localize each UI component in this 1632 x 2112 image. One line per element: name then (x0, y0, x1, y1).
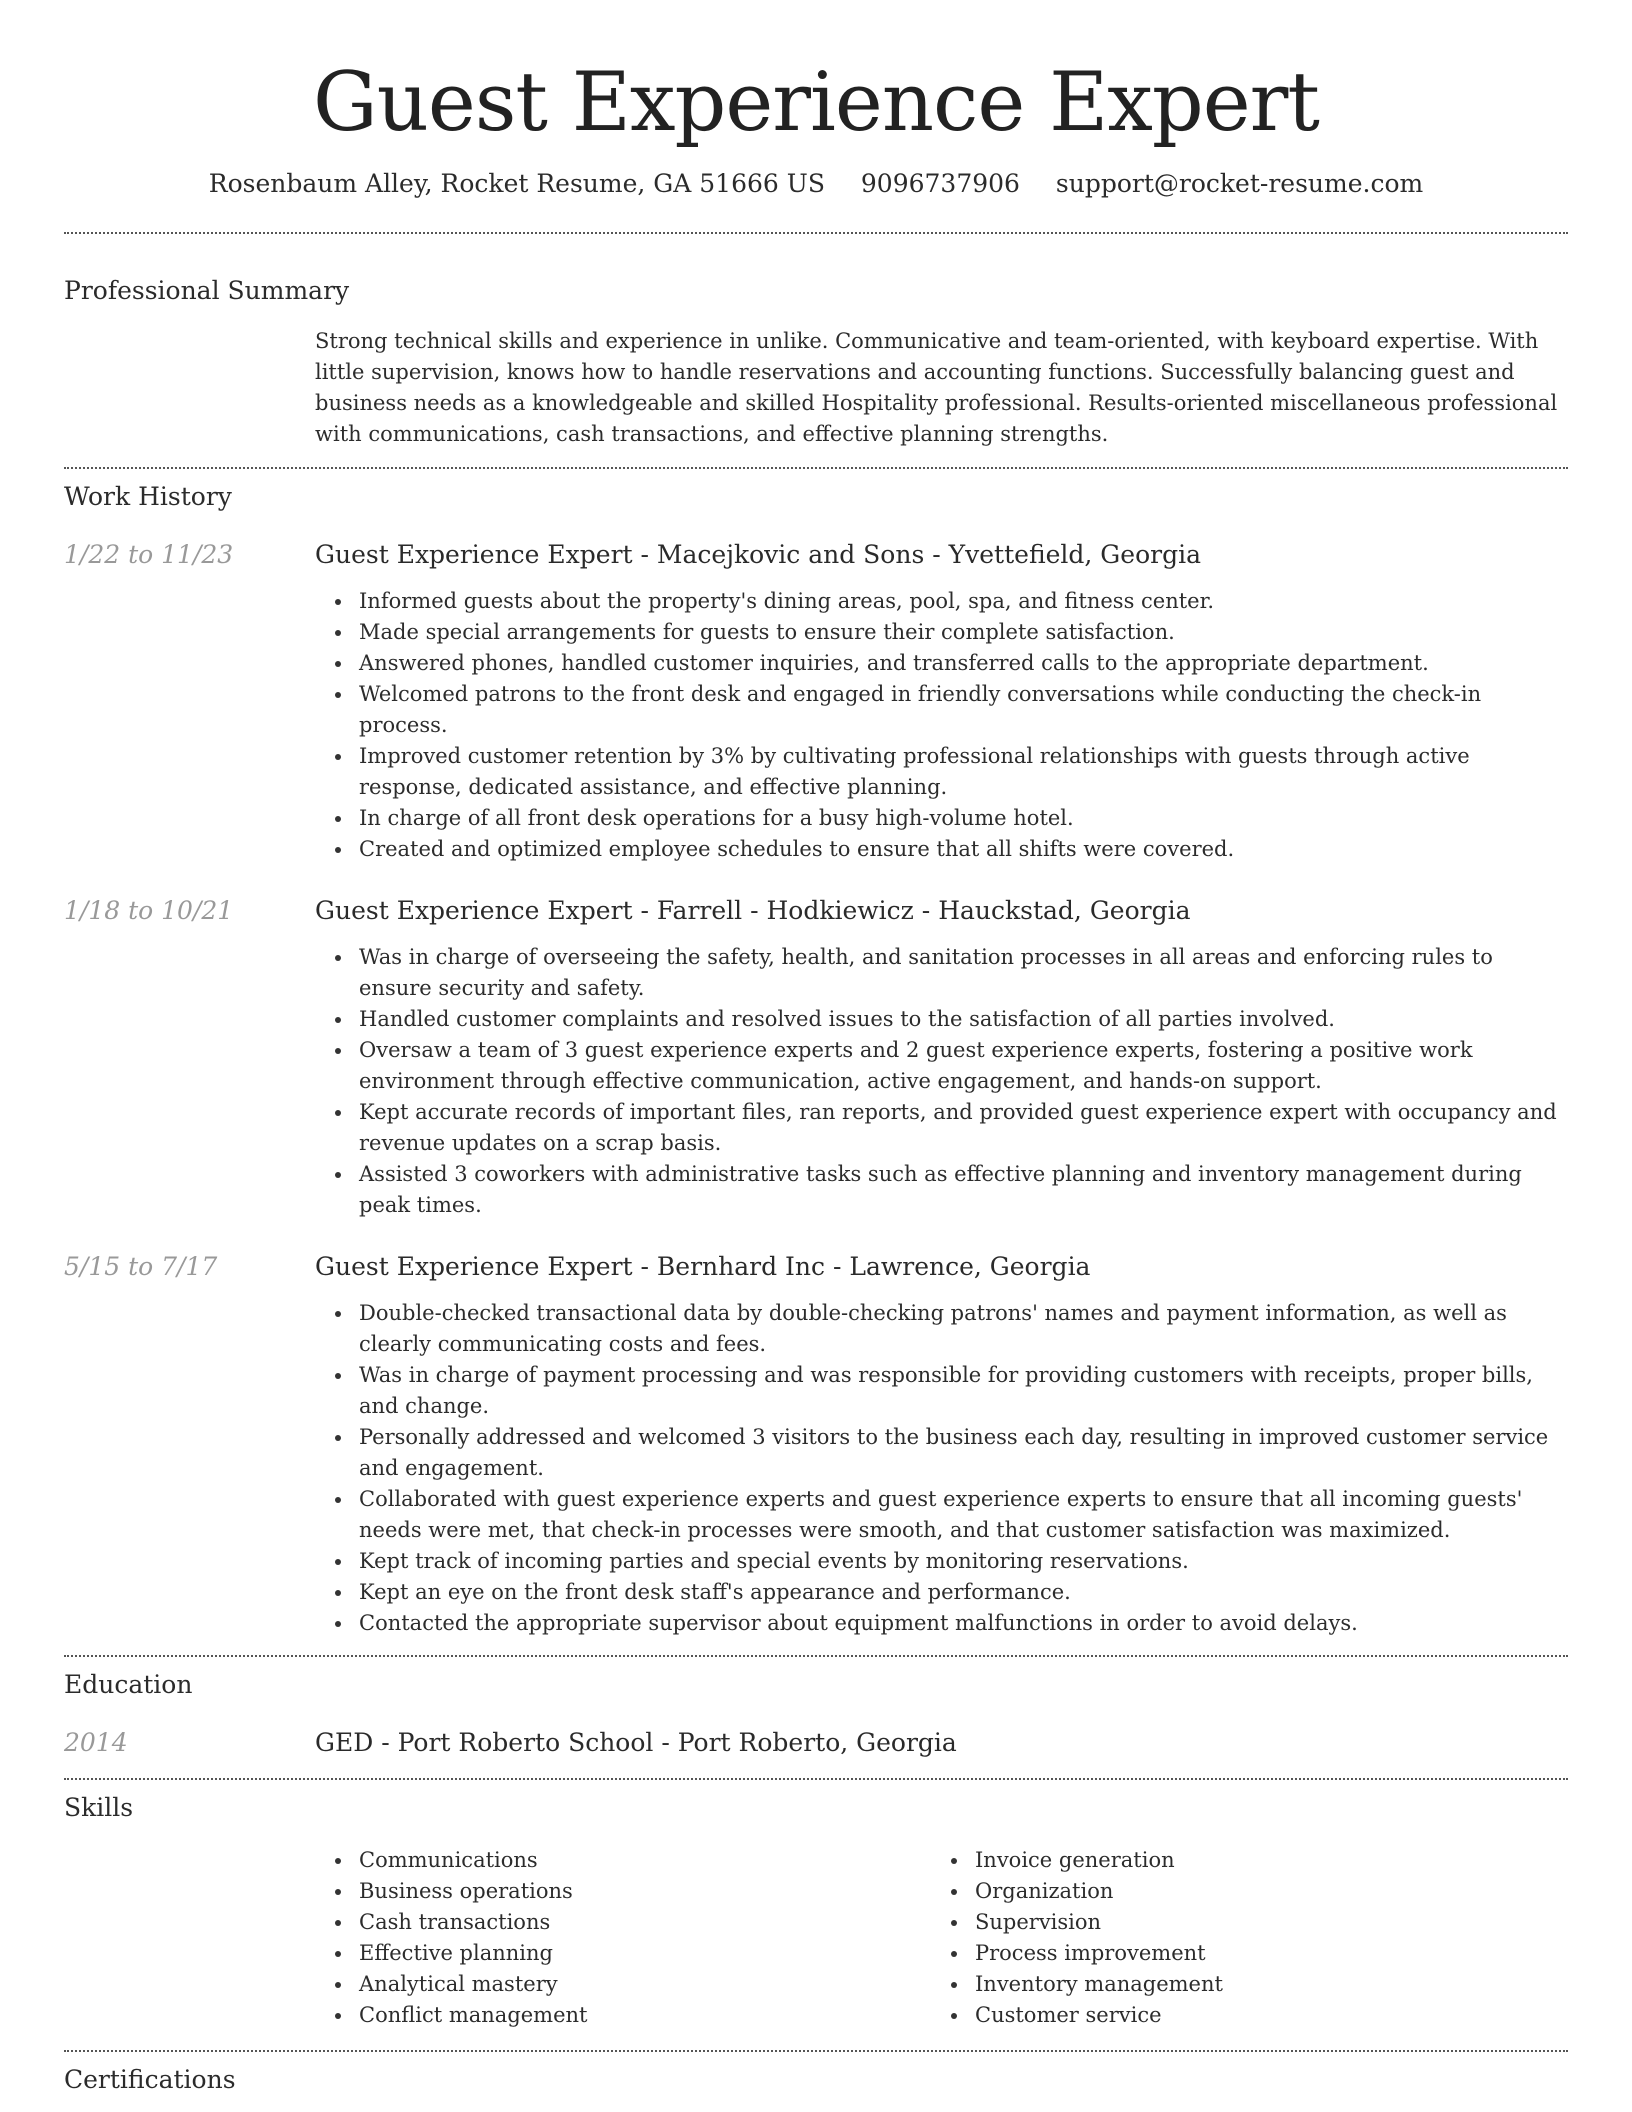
job-bullets (315, 586, 1568, 865)
divider (64, 1778, 1568, 1780)
divider (64, 1655, 1568, 1657)
education-heading: Education (64, 1670, 193, 1699)
list-item: Handled customer complaints and resolved issues to the satisfaction of all parties involved. (315, 1004, 1568, 1035)
list-item: Oversaw a team of 3 guest experience experts and 2 guest experience experts, fostering a positive work environment through effective communication, active engagement, and hands-on support. (315, 1035, 1568, 1097)
skill-item: Analytical mastery (315, 1969, 931, 2000)
skills-list (315, 1845, 1568, 2031)
skill-item: Customer service (931, 2000, 1547, 2031)
list-item: Kept track of incoming parties and special events by monitoring reservations. (315, 1546, 1568, 1577)
contact-line (64, 164, 1568, 204)
skills-heading: Skills (64, 1793, 134, 1822)
phone: 9096737906 (860, 169, 1020, 198)
address: Rosenbaum Alley, Rocket Resume, GA 51666 US (208, 169, 825, 198)
job-entry (64, 538, 1568, 865)
skill-item: Invoice generation (931, 1845, 1547, 1876)
education-year: 2014 (64, 1728, 128, 1757)
list-item: Kept an eye on the front desk staff's appearance and performance. (315, 1577, 1568, 1608)
list-item: Assisted 3 coworkers with administrative tasks such as effective planning and inventory management during peak times. (315, 1159, 1568, 1221)
job-heading: Guest Experience Expert - Macejkovic and Sons - Yvettefield, Georgia (315, 540, 1201, 569)
job-dates: 5/15 to 7/17 (64, 1252, 218, 1281)
skills-column-left (315, 1845, 931, 2031)
resume-page (64, 0, 1568, 2097)
skill-item: Effective planning (315, 1938, 931, 1969)
skill-item: Supervision (931, 1907, 1547, 1938)
divider (64, 232, 1568, 234)
divider (64, 2050, 1568, 2052)
summary-text: Strong technical skills and experience in unlike. Communicative and team-oriented, with keyboard expertise. With little supervision, knows how to handle reservations and accounting functions. Successfully balancing guest and business needs as a knowledgeable and skilled Hospitality professional. Results-oriented miscellaneous professional with communications, cash transactions, and effective planning strengths. (315, 329, 1558, 446)
job-entry (64, 1250, 1568, 1639)
list-item: Contacted the appropriate supervisor about equipment malfunctions in order to avoid delays. (315, 1608, 1568, 1639)
email-link[interactable]: support@rocket-resume.com (1055, 169, 1424, 198)
job-dates: 1/22 to 11/23 (64, 540, 234, 569)
work-history-heading: Work History (64, 482, 232, 511)
summary-heading: Professional Summary (64, 276, 350, 305)
skill-item: Cash transactions (315, 1907, 931, 1938)
list-item: Answered phones, handled customer inquiries, and transferred calls to the appropriate department. (315, 648, 1568, 679)
education-entry (64, 1726, 1568, 1760)
skill-item: Organization (931, 1876, 1547, 1907)
job-heading: Guest Experience Expert - Farrell - Hodkiewicz - Hauckstad, Georgia (315, 896, 1191, 925)
skills-column-right (931, 1845, 1547, 2031)
job-heading: Guest Experience Expert - Bernhard Inc - Lawrence, Georgia (315, 1252, 1091, 1281)
divider (64, 467, 1568, 469)
list-item: Welcomed patrons to the front desk and engaged in friendly conversations while conducting the check-in process. (315, 679, 1568, 741)
skill-item: Conflict management (315, 2000, 931, 2031)
skill-item: Business operations (315, 1876, 931, 1907)
list-item: Personally addressed and welcomed 3 visitors to the business each day, resulting in improved customer service and engagement. (315, 1422, 1568, 1484)
job-bullets (315, 1298, 1568, 1639)
list-item: In charge of all front desk operations for a busy high-volume hotel. (315, 803, 1568, 834)
list-item: Informed guests about the property's dining areas, pool, spa, and fitness center. (315, 586, 1568, 617)
list-item: Improved customer retention by 3% by cultivating professional relationships with guests through active response, dedicated assistance, and effective planning. (315, 741, 1568, 803)
skill-item: Communications (315, 1845, 931, 1876)
list-item: Was in charge of overseeing the safety, health, and sanitation processes in all areas and enforcing rules to ensure security and safety. (315, 942, 1568, 1004)
skill-item: Inventory management (931, 1969, 1547, 2000)
education-heading-line: GED - Port Roberto School - Port Roberto, Georgia (315, 1728, 957, 1757)
list-item: Was in charge of payment processing and was responsible for providing customers with receipts, proper bills, and change. (315, 1360, 1568, 1422)
job-entry (64, 894, 1568, 1221)
list-item: Made special arrangements for guests to ensure their complete satisfaction. (315, 617, 1568, 648)
list-item: Created and optimized employee schedules to ensure that all shifts were covered. (315, 834, 1568, 865)
list-item: Collaborated with guest experience experts and guest experience experts to ensure that all incoming guests' needs were met, that check-in processes were smooth, and that customer satisfaction was maximized. (315, 1484, 1568, 1546)
job-bullets (315, 942, 1568, 1221)
candidate-name: Guest Experience Expert (313, 56, 1319, 150)
skill-item: Process improvement (931, 1938, 1547, 1969)
certifications-heading: Certifications (64, 2065, 236, 2094)
list-item: Kept accurate records of important files, ran reports, and provided guest experience expert with occupancy and revenue updates on a scrap basis. (315, 1097, 1568, 1159)
list-item: Double-checked transactional data by double-checking patrons' names and payment information, as well as clearly communicating costs and fees. (315, 1298, 1568, 1360)
job-dates: 1/18 to 10/21 (64, 896, 234, 925)
